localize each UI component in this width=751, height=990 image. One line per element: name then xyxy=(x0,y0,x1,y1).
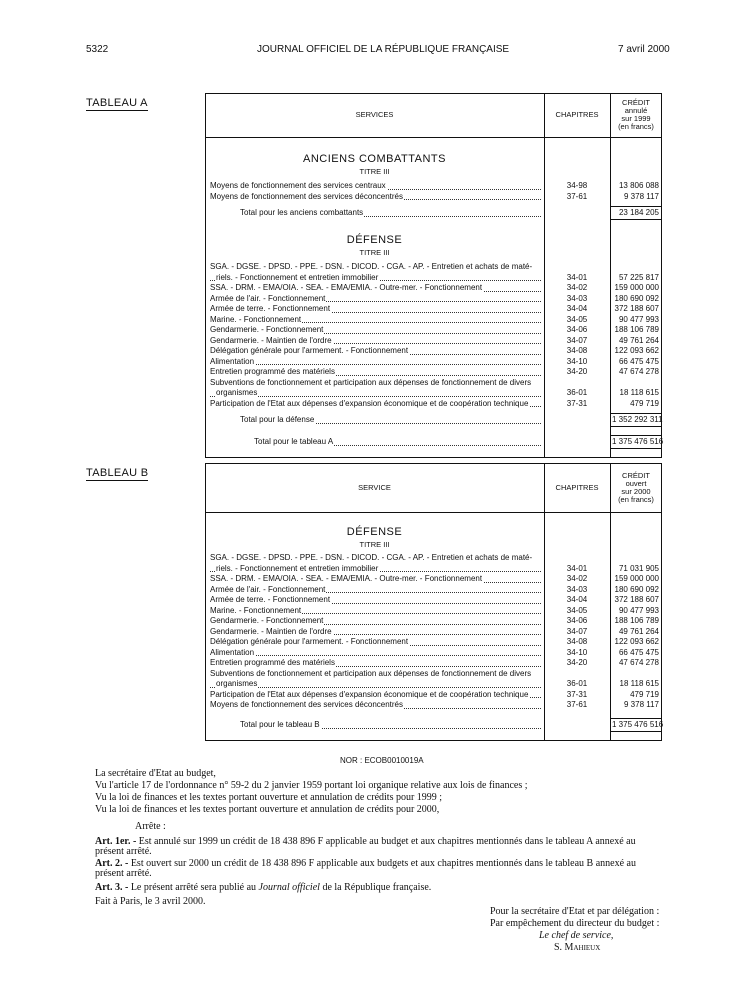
table-row-label: Alimentation xyxy=(210,648,543,659)
chapter-number: 34-02 xyxy=(566,283,588,292)
credit-amount: 479 719 xyxy=(630,689,659,699)
table-b-total-label: Total pour le tableau B xyxy=(240,720,543,731)
section-title: ANCIENS COMBATTANTS xyxy=(303,153,446,165)
credit-amount: 9 378 117 xyxy=(624,700,659,709)
table-b-total-amount: 1 375 476 516 xyxy=(612,720,664,729)
grand-total-amount: 1 375 476 516 xyxy=(612,437,664,446)
table-row-label: Entretien programmé des matériels xyxy=(210,658,543,669)
chapter-number: 34-07 xyxy=(566,335,588,345)
article-3: Art. 3. - Le présent arrêté sera publié au Journal officiel de la République française. xyxy=(95,882,432,893)
table-row-label: Participation de l'Etat aux dépenses d'expansion économique et de coopération technique xyxy=(210,399,543,410)
chapter-number: 34-03 xyxy=(566,584,588,594)
table-row-label: Alimentation xyxy=(210,357,543,368)
credit-amount: 13 806 088 xyxy=(618,181,659,190)
col-services: SERVICES xyxy=(355,110,394,119)
credit-amount: 47 674 278 xyxy=(618,367,659,376)
credit-amount: 49 761 264 xyxy=(618,626,659,636)
visa-3: Vu la loi de finances et les textes portant ouverture et annulation de crédits pour 1999 ; xyxy=(95,792,443,803)
tableau-b-label: TABLEAU B xyxy=(86,467,149,479)
credit-amount: 159 000 000 xyxy=(614,574,659,583)
credit-amount: 372 188 607 xyxy=(614,595,659,604)
table-row-label: Armée de terre. - Fonctionnement xyxy=(210,304,543,315)
table-row-label: riels. - Fonctionnement et entretien immobilier xyxy=(210,564,543,575)
credit-amount: 479 719 xyxy=(630,398,659,408)
chapter-number: 34-04 xyxy=(566,595,588,604)
section-total-amount: 1 352 292 311 xyxy=(612,415,663,424)
credit-amount: 57 225 817 xyxy=(618,272,659,282)
table-row-label: Entretien programmé des matériels xyxy=(210,367,543,378)
table-row-label: Gendarmerie. - Fonctionnement xyxy=(210,616,543,627)
table-row-label: SGA. - DGSE. - DPSD. - PPE. - DSN. - DICOD. - CGA. - AP. - Entretien et achats de maté- xyxy=(210,553,533,562)
chapter-number: 34-98 xyxy=(566,181,588,190)
chapter-number: 34-06 xyxy=(566,325,588,334)
signature-line-1: Pour la secrétaire d'Etat et par délégation : xyxy=(490,906,660,917)
chapter-number: 34-05 xyxy=(566,314,588,324)
fait-a-paris: Fait à Paris, le 3 avril 2000. xyxy=(95,896,206,907)
table-row-label: Gendarmerie. - Maintien de l'ordre xyxy=(210,627,543,638)
table-row-label: SSA. - DRM. - EMA/OIA. - SEA. - EMA/EMIA. - Outre-mer. - Fonctionnement xyxy=(210,574,543,585)
chapter-number: 34-08 xyxy=(566,637,588,646)
section-total-amount: 23 184 205 xyxy=(618,208,659,217)
table-row-label: Moyens de fonctionnement des services déconcentrés xyxy=(210,700,543,711)
nor-reference: NOR : ECOB0010019A xyxy=(340,756,424,765)
chapter-number: 34-20 xyxy=(566,367,588,376)
table-row-label: Armée de l'air. - Fonctionnement xyxy=(210,294,543,305)
credit-amount: 122 093 662 xyxy=(614,637,659,646)
table-row-label: Armée de l'air. - Fonctionnement xyxy=(210,585,543,596)
chapter-number: 37-61 xyxy=(566,191,588,201)
table-row-label: Gendarmerie. - Fonctionnement xyxy=(210,325,543,336)
chapter-number: 34-03 xyxy=(566,293,588,303)
col-credit: CRÉDIT annulé sur 1999 (en francs) xyxy=(618,98,654,131)
credit-amount: 90 477 993 xyxy=(618,314,659,324)
credit-amount: 66 475 475 xyxy=(618,356,659,366)
grand-total-label: Total pour le tableau A xyxy=(254,437,543,448)
credit-amount: 47 674 278 xyxy=(618,658,659,667)
table-row-label: Marine. - Fonctionnement xyxy=(210,606,543,617)
section-subtitle: TITRE III xyxy=(359,540,390,549)
article-1: Art. 1er. - Est annulé sur 1999 un crédit de 18 438 896 F applicable au budget et aux chapitres mentionnés dans le tableau A annexé au xyxy=(95,836,636,847)
credit-amount: 49 761 264 xyxy=(618,335,659,345)
chapter-number: 37-61 xyxy=(566,700,588,709)
chapter-number: 34-02 xyxy=(566,574,588,583)
article-2-cont: présent arrêté. xyxy=(95,868,152,879)
chapter-number: 34-05 xyxy=(566,605,588,615)
table-row-label: Subventions de fonctionnement et participation aux dépenses de fonctionnement de divers xyxy=(210,377,532,387)
arrete: Arrête : xyxy=(135,821,166,832)
table-row-label: SSA. - DRM. - EMA/OIA. - SEA. - EMA/EMIA. - Outre-mer. - Fonctionnement xyxy=(210,283,543,294)
col-chapitres-b: CHAPITRES xyxy=(555,483,599,492)
table-row-label: Délégation générale pour l'armement. - Fonctionnement xyxy=(210,637,543,648)
section-subtitle: TITRE III xyxy=(359,167,390,176)
credit-amount: 9 378 117 xyxy=(624,191,659,201)
section-title: DÉFENSE xyxy=(346,234,403,246)
article-1-cont: présent arrêté. xyxy=(95,846,152,857)
chapter-number: 34-01 xyxy=(566,563,588,573)
table-row-label: organismes xyxy=(210,679,543,690)
chapter-number: 34-06 xyxy=(566,616,588,625)
article-2: Art. 2. - Est ouvert sur 2000 un crédit de 18 438 896 F applicable aux budgets et aux chapitres mentionnés dans le tableau B annexé au xyxy=(95,858,636,869)
credit-amount: 188 106 789 xyxy=(614,325,659,334)
table-row-label: Gendarmerie. - Maintien de l'ordre xyxy=(210,336,543,347)
credit-amount: 90 477 993 xyxy=(618,605,659,615)
credit-amount: 188 106 789 xyxy=(614,616,659,625)
credit-amount: 372 188 607 xyxy=(614,304,659,313)
section-title: DÉFENSE xyxy=(346,526,403,538)
table-row-label: organismes xyxy=(210,388,543,399)
signature-name: S. Mahieux xyxy=(554,942,601,953)
signature-line-3: Le chef de service, xyxy=(539,930,614,941)
journal-title: JOURNAL OFFICIEL DE LA RÉPUBLIQUE FRANÇAISE xyxy=(257,44,510,55)
table-row-label: Délégation générale pour l'armement. - Fonctionnement xyxy=(210,346,543,357)
chapter-number: 36-01 xyxy=(566,679,588,688)
col-service: SERVICE xyxy=(358,483,391,492)
chapter-number: 37-31 xyxy=(566,689,588,699)
chapter-number: 34-07 xyxy=(566,626,588,636)
section-subtitle: TITRE III xyxy=(359,248,390,257)
credit-amount: 18 118 615 xyxy=(619,679,659,688)
chapter-number: 37-31 xyxy=(566,398,588,408)
signature-line-2: Par empêchement du directeur du budget : xyxy=(490,918,660,929)
credit-amount: 122 093 662 xyxy=(614,346,659,355)
chapter-number: 34-01 xyxy=(566,272,588,282)
table-row-label: Participation de l'Etat aux dépenses d'expansion économique et de coopération technique xyxy=(210,690,543,701)
visa-2: Vu l'article 17 de l'ordonnance n° 59-2 du 2 janvier 1959 portant loi organique relative aux lois de finances ; xyxy=(95,780,528,791)
tableau-a-label: TABLEAU A xyxy=(86,97,148,109)
table-row-label: Moyens de fonctionnement des services centraux xyxy=(210,181,543,192)
section-total-label: Total pour la défense xyxy=(240,415,543,426)
credit-amount: 66 475 475 xyxy=(618,647,659,657)
credit-amount: 159 000 000 xyxy=(614,283,659,292)
chapter-number: 34-08 xyxy=(566,346,588,355)
credit-amount: 180 690 092 xyxy=(614,293,659,303)
visa-4: Vu la loi de finances et les textes portant ouverture et annulation de crédits pour 2000, xyxy=(95,804,440,815)
chapter-number: 34-10 xyxy=(566,356,588,366)
chapter-number: 34-10 xyxy=(566,647,588,657)
page-number: 5322 xyxy=(86,44,109,55)
credit-amount: 71 031 905 xyxy=(618,563,659,573)
table-row-label: SGA. - DGSE. - DPSD. - PPE. - DSN. - DICOD. - CGA. - AP. - Entretien et achats de maté- xyxy=(210,262,533,271)
col-chapitres: CHAPITRES xyxy=(555,110,599,119)
table-row-label: Marine. - Fonctionnement xyxy=(210,315,543,326)
credit-amount: 18 118 615 xyxy=(619,388,659,397)
chapter-number: 36-01 xyxy=(566,388,588,397)
table-row-label: Armée de terre. - Fonctionnement xyxy=(210,595,543,606)
table-row-label: Subventions de fonctionnement et participation aux dépenses de fonctionnement de divers xyxy=(210,668,532,678)
credit-amount: 180 690 092 xyxy=(614,584,659,594)
issue-date: 7 avril 2000 xyxy=(618,44,670,55)
visa-1: La secrétaire d'Etat au budget, xyxy=(95,768,216,779)
section-total-label: Total pour les anciens combattants xyxy=(240,208,543,219)
col-credit-b: CRÉDIT ouvert sur 2000 (en francs) xyxy=(618,471,654,504)
table-row-label: Moyens de fonctionnement des services déconcentrés xyxy=(210,192,543,203)
table-row-label: riels. - Fonctionnement et entretien immobilier xyxy=(210,273,543,284)
chapter-number: 34-20 xyxy=(566,658,588,667)
chapter-number: 34-04 xyxy=(566,304,588,313)
